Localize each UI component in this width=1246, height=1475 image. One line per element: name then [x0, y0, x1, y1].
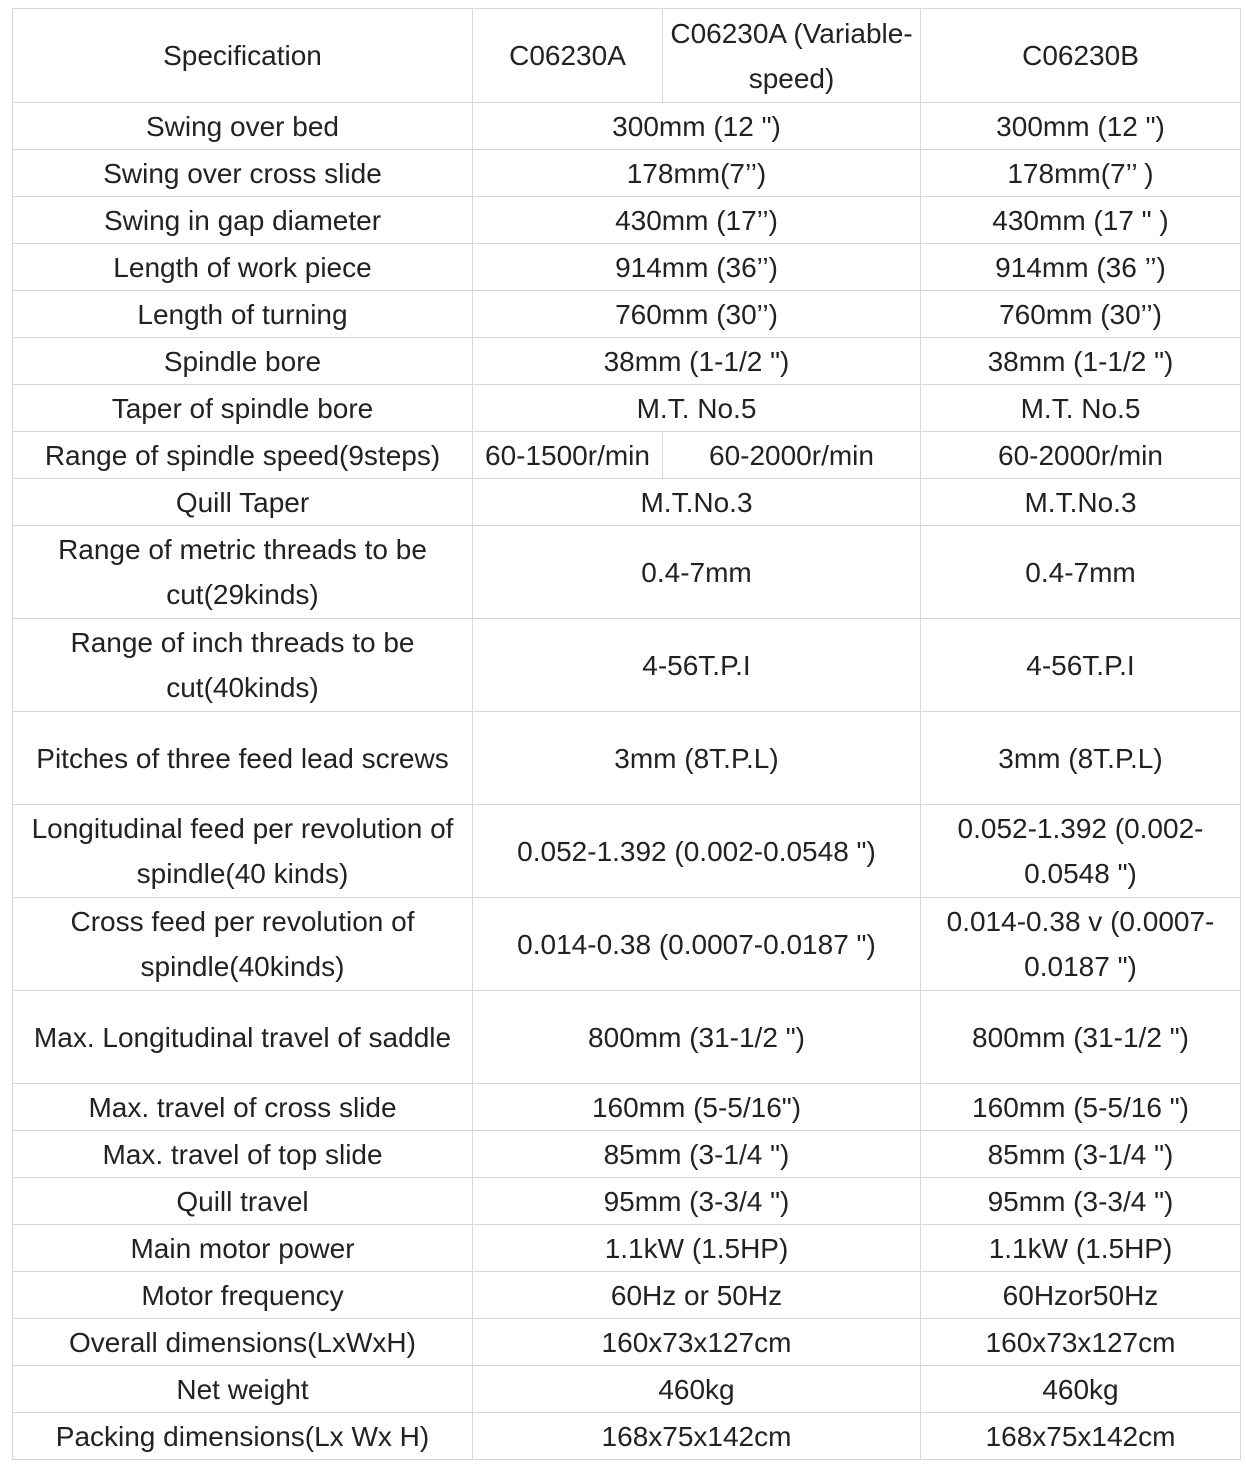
spec-value-b: 60Hzor50Hz [921, 1272, 1241, 1319]
table-row [13, 197, 1241, 244]
table-row [13, 338, 1241, 385]
spec-value-a: 0.4-7mm [473, 526, 921, 619]
spec-value-b: 38mm (1-1/2 ") [921, 338, 1241, 385]
spec-value-a: 300mm (12 ") [473, 103, 921, 150]
header-row [13, 9, 1241, 103]
table-row [13, 479, 1241, 526]
spec-label: Range of metric threads to be cut(29kinds) [13, 526, 473, 619]
table-row [13, 1366, 1241, 1413]
spec-value-b: 760mm (30’’) [921, 291, 1241, 338]
spec-value-a: 60Hz or 50Hz [473, 1272, 921, 1319]
spec-value-a: 430mm (17’’) [473, 197, 921, 244]
spec-value-b: 0.014-0.38 v (0.0007-0.0187 ") [921, 898, 1241, 991]
spec-label: Range of spindle speed(9steps) [13, 432, 473, 479]
spec-table [12, 8, 1241, 1460]
spec-label: Quill Taper [13, 479, 473, 526]
spec-value-b: M.T.No.3 [921, 479, 1241, 526]
spec-value-a: M.T.No.3 [473, 479, 921, 526]
spec-label: Quill travel [13, 1178, 473, 1225]
spec-label: Main motor power [13, 1225, 473, 1272]
spec-value-a: 1.1kW (1.5HP) [473, 1225, 921, 1272]
spec-value-a: 800mm (31-1/2 ") [473, 991, 921, 1084]
spec-value-a-variable: 60-2000r/min [663, 432, 921, 479]
spec-value-a: 168x75x142cm [473, 1413, 921, 1460]
table-row [13, 898, 1241, 991]
spec-value-b: 160x73x127cm [921, 1319, 1241, 1366]
spec-label: Length of work piece [13, 244, 473, 291]
spec-value-a: 60-1500r/min [473, 432, 663, 479]
spec-value-a: 85mm (3-1/4 ") [473, 1131, 921, 1178]
header-model-a-variable: C06230A (Variable-speed) [663, 9, 921, 103]
spec-value-a: 160x73x127cm [473, 1319, 921, 1366]
table-row [13, 526, 1241, 619]
table-row [13, 712, 1241, 805]
spec-label: Range of inch threads to be cut(40kinds) [13, 619, 473, 712]
spec-label: Max. travel of top slide [13, 1131, 473, 1178]
spec-value-b: 4-56T.P.I [921, 619, 1241, 712]
spec-value-a: 0.014-0.38 (0.0007-0.0187 ") [473, 898, 921, 991]
spec-value-b: 914mm (36 ’’) [921, 244, 1241, 291]
spec-label: Swing in gap diameter [13, 197, 473, 244]
spec-label: Overall dimensions(LxWxH) [13, 1319, 473, 1366]
spec-value-b: 178mm(7’’ ) [921, 150, 1241, 197]
spec-value-b: 85mm (3-1/4 ") [921, 1131, 1241, 1178]
spec-label: Pitches of three feed lead screws [13, 712, 473, 805]
spec-value-b: 3mm (8T.P.L) [921, 712, 1241, 805]
spec-value-a: 760mm (30’’) [473, 291, 921, 338]
spec-value-b: 1.1kW (1.5HP) [921, 1225, 1241, 1272]
table-row [13, 1225, 1241, 1272]
table-row [13, 103, 1241, 150]
table-row [13, 1319, 1241, 1366]
spec-value-a: 38mm (1-1/2 ") [473, 338, 921, 385]
spec-value-a: 4-56T.P.I [473, 619, 921, 712]
spec-value-b: M.T. No.5 [921, 385, 1241, 432]
spec-value-b: 430mm (17 " ) [921, 197, 1241, 244]
spec-value-b: 460kg [921, 1366, 1241, 1413]
spec-value-a: 0.052-1.392 (0.002-0.0548 ") [473, 805, 921, 898]
table-row [13, 385, 1241, 432]
spec-value-a: 178mm(7’’) [473, 150, 921, 197]
spec-label: Spindle bore [13, 338, 473, 385]
spec-value-a: 3mm (8T.P.L) [473, 712, 921, 805]
spec-value-b: 168x75x142cm [921, 1413, 1241, 1460]
header-model-b: C06230B [921, 9, 1241, 103]
spec-value-a: 95mm (3-3/4 ") [473, 1178, 921, 1225]
spec-label: Net weight [13, 1366, 473, 1413]
spec-value-b: 0.052-1.392 (0.002-0.0548 ") [921, 805, 1241, 898]
spec-label: Max. travel of cross slide [13, 1084, 473, 1131]
spec-label: Swing over cross slide [13, 150, 473, 197]
spec-label: Max. Longitudinal travel of saddle [13, 991, 473, 1084]
spec-value-b: 160mm (5-5/16 ") [921, 1084, 1241, 1131]
spec-value-a: 460kg [473, 1366, 921, 1413]
spec-label: Packing dimensions(Lx Wx H) [13, 1413, 473, 1460]
spec-value-a: M.T. No.5 [473, 385, 921, 432]
spec-value-b: 300mm (12 ") [921, 103, 1241, 150]
spec-label: Taper of spindle bore [13, 385, 473, 432]
spec-value-b: 0.4-7mm [921, 526, 1241, 619]
header-model-a: C06230A [473, 9, 663, 103]
table-row [13, 1131, 1241, 1178]
spec-value-a: 160mm (5-5/16") [473, 1084, 921, 1131]
table-row [13, 1178, 1241, 1225]
spec-label: Cross feed per revolution of spindle(40kinds) [13, 898, 473, 991]
header-spec: Specification [13, 9, 473, 103]
table-row [13, 1272, 1241, 1319]
table-row [13, 1413, 1241, 1460]
table-row [13, 432, 1241, 479]
spec-label: Length of turning [13, 291, 473, 338]
table-row [13, 805, 1241, 898]
table-row [13, 1084, 1241, 1131]
table-row [13, 150, 1241, 197]
table-row [13, 619, 1241, 712]
spec-label: Motor frequency [13, 1272, 473, 1319]
spec-value-b: 60-2000r/min [921, 432, 1241, 479]
table-row [13, 991, 1241, 1084]
spec-value-b: 95mm (3-3/4 ") [921, 1178, 1241, 1225]
spec-value-a: 914mm (36’’) [473, 244, 921, 291]
spec-label: Longitudinal feed per revolution of spindle(40 kinds) [13, 805, 473, 898]
spec-label: Swing over bed [13, 103, 473, 150]
table-row [13, 244, 1241, 291]
spec-value-b: 800mm (31-1/2 ") [921, 991, 1241, 1084]
table-row [13, 291, 1241, 338]
